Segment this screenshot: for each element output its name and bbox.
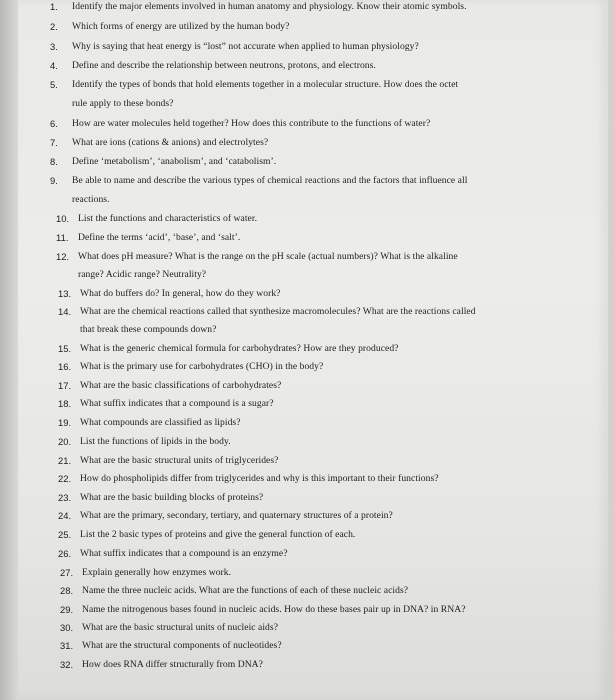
question-text: Define the terms ‘acid’, ‘base’, and ‘salt’. — [78, 232, 241, 243]
question-number: 5. — [50, 79, 58, 90]
question-text: Name the nitrogenous bases found in nucleic acids. How do these bases pair up in DNA? in RNA? — [82, 604, 466, 615]
question-text: What suffix indicates that a compound is an enzyme? — [80, 548, 288, 559]
question-text: How do phospholipids differ from triglycerides and why is this important to their functions? — [80, 473, 439, 484]
question-text: What are ions (cations & anions) and electrolytes? — [72, 137, 269, 148]
page-left-edge — [0, 0, 18, 700]
question-number: 8. — [50, 156, 58, 167]
question-number: 20. — [58, 436, 72, 447]
question-text: What compounds are classified as lipids? — [80, 417, 241, 428]
question-text-continued: that break these compounds down? — [80, 324, 217, 335]
question-text: What does pH measure? What is the range on the pH scale (actual numbers)? What is the alkaline — [78, 251, 458, 262]
question-number: 2. — [50, 21, 58, 32]
question-text: What are the basic structural units of nucleic aids? — [82, 622, 278, 633]
question-text: Identify the types of bonds that hold elements together in a molecular structure. How does the octet — [72, 79, 459, 90]
question-text: What are the chemical reactions called that synthesize macromolecules? What are the reactions called — [80, 306, 476, 317]
question-text: Define ‘metabolism’, ‘anabolism’, and ‘catabolism’. — [72, 156, 277, 167]
question-text: Which forms of energy are utilized by the human body? — [72, 21, 290, 32]
question-text: What is the primary use for carbohydrates (CHO) in the body? — [80, 361, 324, 372]
question-number: 13. — [58, 288, 72, 299]
question-text: Name the three nucleic acids. What are the functions of each of these nucleic acids? — [82, 585, 409, 596]
question-number: 16. — [58, 361, 72, 372]
question-number: 7. — [50, 137, 58, 148]
question-text: Explain generally how enzymes work. — [82, 567, 232, 578]
question-number: 15. — [58, 343, 72, 354]
question-number: 28. — [60, 585, 74, 596]
question-text-continued: range? Acidic range? Neutrality? — [78, 269, 207, 280]
question-text: What suffix indicates that a compound is a sugar? — [80, 398, 274, 409]
question-number: 1. — [50, 1, 58, 12]
question-text: What are the basic building blocks of proteins? — [80, 492, 264, 503]
question-number: 23. — [58, 492, 72, 503]
question-number: 18. — [58, 398, 72, 409]
question-text: What is the generic chemical formula for carbohydrates? How are they produced? — [80, 343, 399, 354]
question-number: 10. — [56, 213, 70, 224]
question-text: What are the basic structural units of triglycerides? — [80, 455, 279, 466]
question-number: 26. — [58, 548, 72, 559]
question-number: 9. — [50, 175, 58, 186]
question-number: 6. — [50, 118, 58, 129]
question-number: 12. — [56, 251, 70, 262]
question-text: What are the primary, secondary, tertiary, and quaternary structures of a protein? — [80, 510, 393, 521]
question-text-continued: reactions. — [72, 194, 110, 205]
question-text: Define and describe the relationship between neutrons, protons, and electrons. — [72, 60, 376, 71]
question-text: List the functions and characteristics of water. — [78, 213, 258, 224]
question-number: 17. — [58, 380, 72, 391]
question-number: 4. — [50, 60, 58, 71]
question-number: 3. — [50, 41, 58, 52]
question-number: 14. — [58, 306, 72, 317]
question-text: How are water molecules held together? How does this contribute to the functions of water? — [72, 118, 431, 129]
question-number: 21. — [58, 455, 72, 466]
question-text: What are the basic classifications of carbohydrates? — [80, 380, 282, 391]
question-text: What do buffers do? In general, how do they work? — [80, 288, 281, 299]
question-number: 11. — [56, 232, 69, 243]
question-text: Identify the major elements involved in human anatomy and physiology. Know their atomic symbols. — [72, 1, 467, 12]
question-number: 25. — [58, 529, 72, 540]
question-number: 31. — [60, 640, 74, 651]
question-text: List the 2 basic types of proteins and give the general function of each. — [80, 529, 356, 540]
question-number: 30. — [60, 622, 74, 633]
question-number: 19. — [58, 417, 72, 428]
question-number: 29. — [60, 604, 74, 615]
question-number: 22. — [58, 473, 72, 484]
question-text: Why is saying that heat energy is “lost” not accurate when applied to human physiology? — [72, 41, 419, 52]
question-number: 32. — [60, 659, 74, 670]
question-text: List the functions of lipids in the body. — [80, 436, 231, 447]
question-text-continued: rule apply to these bonds? — [72, 98, 174, 109]
question-text: Be able to name and describe the various types of chemical reactions and the factors that influence all — [72, 175, 468, 186]
question-number: 24. — [58, 510, 72, 521]
question-number: 27. — [60, 567, 74, 578]
question-text: What are the structural components of nucleotides? — [82, 640, 282, 651]
question-text: How does RNA differ structurally from DNA? — [82, 659, 263, 670]
